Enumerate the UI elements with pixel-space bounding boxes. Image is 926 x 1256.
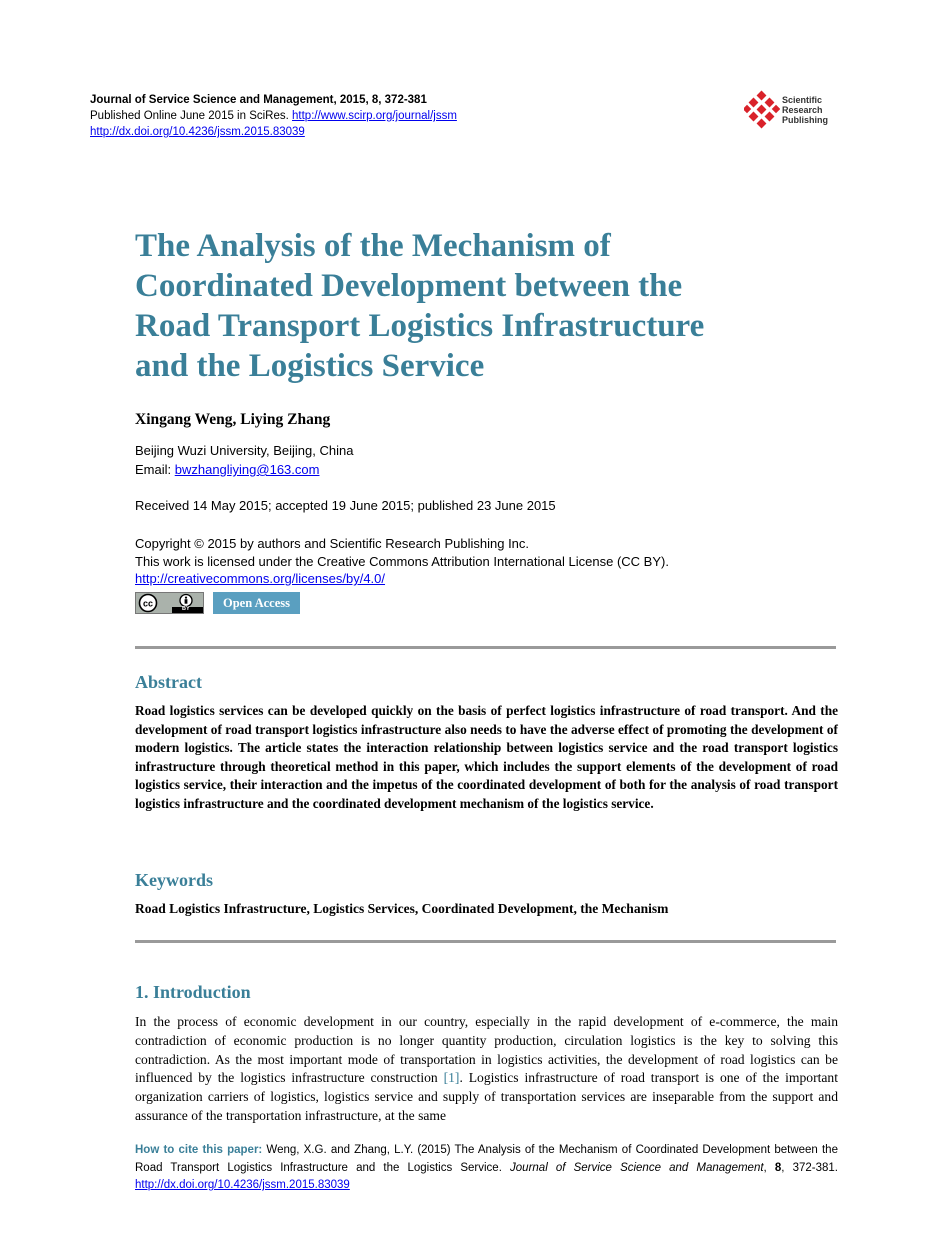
paper-title: [135, 226, 835, 386]
abstract-text: Road logistics services can be developed quickly on the basis of perfect logistics infrastructure of road transport. And the development of road transport logistics infrastructure also needs to have the adverse effect of promoting the development of modern logistics. The article states the interaction relationship between logistics service and the road transport logistics infrastructure through theoretical method in this paper, which includes the support elements of the development of road logistics service, their interaction and the impetus of the coordinated development of both for the analysis of road transport logistics infrastructure and the coordinated development mechanism of the logistics service.: [135, 703, 838, 811]
open-access-badge[interactable]: Open Access: [213, 592, 300, 614]
published-text: Published Online June 2015 in SciRes.: [90, 110, 293, 122]
affiliation: Beijing Wuzi University, Beijing, China: [135, 443, 354, 458]
doi-link[interactable]: http://dx.doi.org/10.4236/jssm.2015.83039: [90, 126, 305, 138]
how-to-cite-label: How to cite this paper:: [135, 1144, 263, 1156]
reference-link[interactable]: [1]: [443, 1070, 460, 1086]
journal-citation-line: Journal of Service Science and Management, 2015, 8, 372-381: [90, 94, 427, 106]
abstract-heading: Abstract: [135, 672, 202, 692]
divider: [135, 646, 836, 649]
svg-text:cc: cc: [142, 598, 154, 609]
publisher-logo: [744, 90, 844, 132]
citation-journal: Journal of Service Science and Management: [510, 1161, 764, 1174]
email-label: Email:: [135, 462, 175, 477]
introduction-heading: 1. Introduction: [135, 982, 251, 1002]
license-url-link[interactable]: http://creativecommons.org/licenses/by/4.0/: [135, 571, 386, 586]
publisher-name-line3: Publishing: [782, 115, 828, 125]
citation-volume: 8: [774, 1161, 782, 1174]
keywords-text: Road Logistics Infrastructure, Logistics Services, Coordinated Development, the Mechanism: [135, 901, 669, 916]
citation-text: Weng, X.G. and Zhang, L.Y. (2015) The Analysis of the Mechanism of Coordinated Development between the Road Transport Logistics Infrastructure and the Logistics Service.: [135, 1144, 838, 1174]
divider: [135, 940, 836, 943]
journal-header: [90, 92, 457, 140]
affiliation-block: [135, 441, 353, 479]
introduction-text: [135, 1013, 838, 1126]
published-line: [90, 108, 457, 124]
cc-by-label: BY: [182, 606, 190, 612]
citation-sep: ,: [763, 1161, 775, 1174]
copyright-line: Copyright © 2015 by authors and Scientific Research Publishing Inc.: [135, 536, 530, 551]
intro-paragraph-end: . Logistics infrastructure of road transport is one of the important organization carriers of logistics, logistics service and supply of transportation services are inseparable from the support and assurance of the transportation infrastructure, at the same: [135, 1070, 838, 1123]
intro-paragraph-start: In the process of economic development in our country, especially in the rapid development of e-commerce, the main contradiction of economic production is no longer quantity production, circulation logistics is the key to solving this contradiction. As the most important mode of transportation in logistics activities, the development of road logistics can be influenced by the logistics infrastructure construction: [135, 1014, 838, 1086]
publisher-name-line2: Research: [782, 105, 823, 115]
title-line: The Analysis of the Mechanism of: [135, 228, 611, 264]
keywords-heading: Keywords: [135, 870, 213, 890]
copyright-block: [135, 535, 669, 588]
how-to-cite: [135, 1142, 838, 1195]
citation-pages: , 372-381.: [781, 1161, 839, 1174]
authors: Xingang Weng, Liying Zhang: [135, 411, 331, 428]
title-line: Road Transport Logistics Infrastructure: [135, 308, 705, 344]
citation-doi-link[interactable]: http://dx.doi.org/10.4236/jssm.2015.83039: [135, 1179, 350, 1191]
received-dates: Received 14 May 2015; accepted 19 June 2015; published 23 June 2015: [135, 498, 556, 513]
creative-commons-icon: [136, 593, 203, 613]
publisher-name-line1: Scientific: [782, 95, 823, 105]
title-line: and the Logistics Service: [135, 348, 485, 384]
email-link[interactable]: bwzhangliying@163.com: [174, 462, 320, 477]
cc-by-badge[interactable]: [135, 592, 204, 614]
journal-url-link[interactable]: http://www.scirp.org/journal/jssm: [292, 110, 457, 122]
license-line: This work is licensed under the Creative Commons Attribution International License (CC BY).: [135, 553, 669, 569]
title-line: Coordinated Development between the: [135, 268, 683, 304]
scirp-logo-icon: [744, 90, 780, 132]
email-line: [135, 460, 353, 479]
